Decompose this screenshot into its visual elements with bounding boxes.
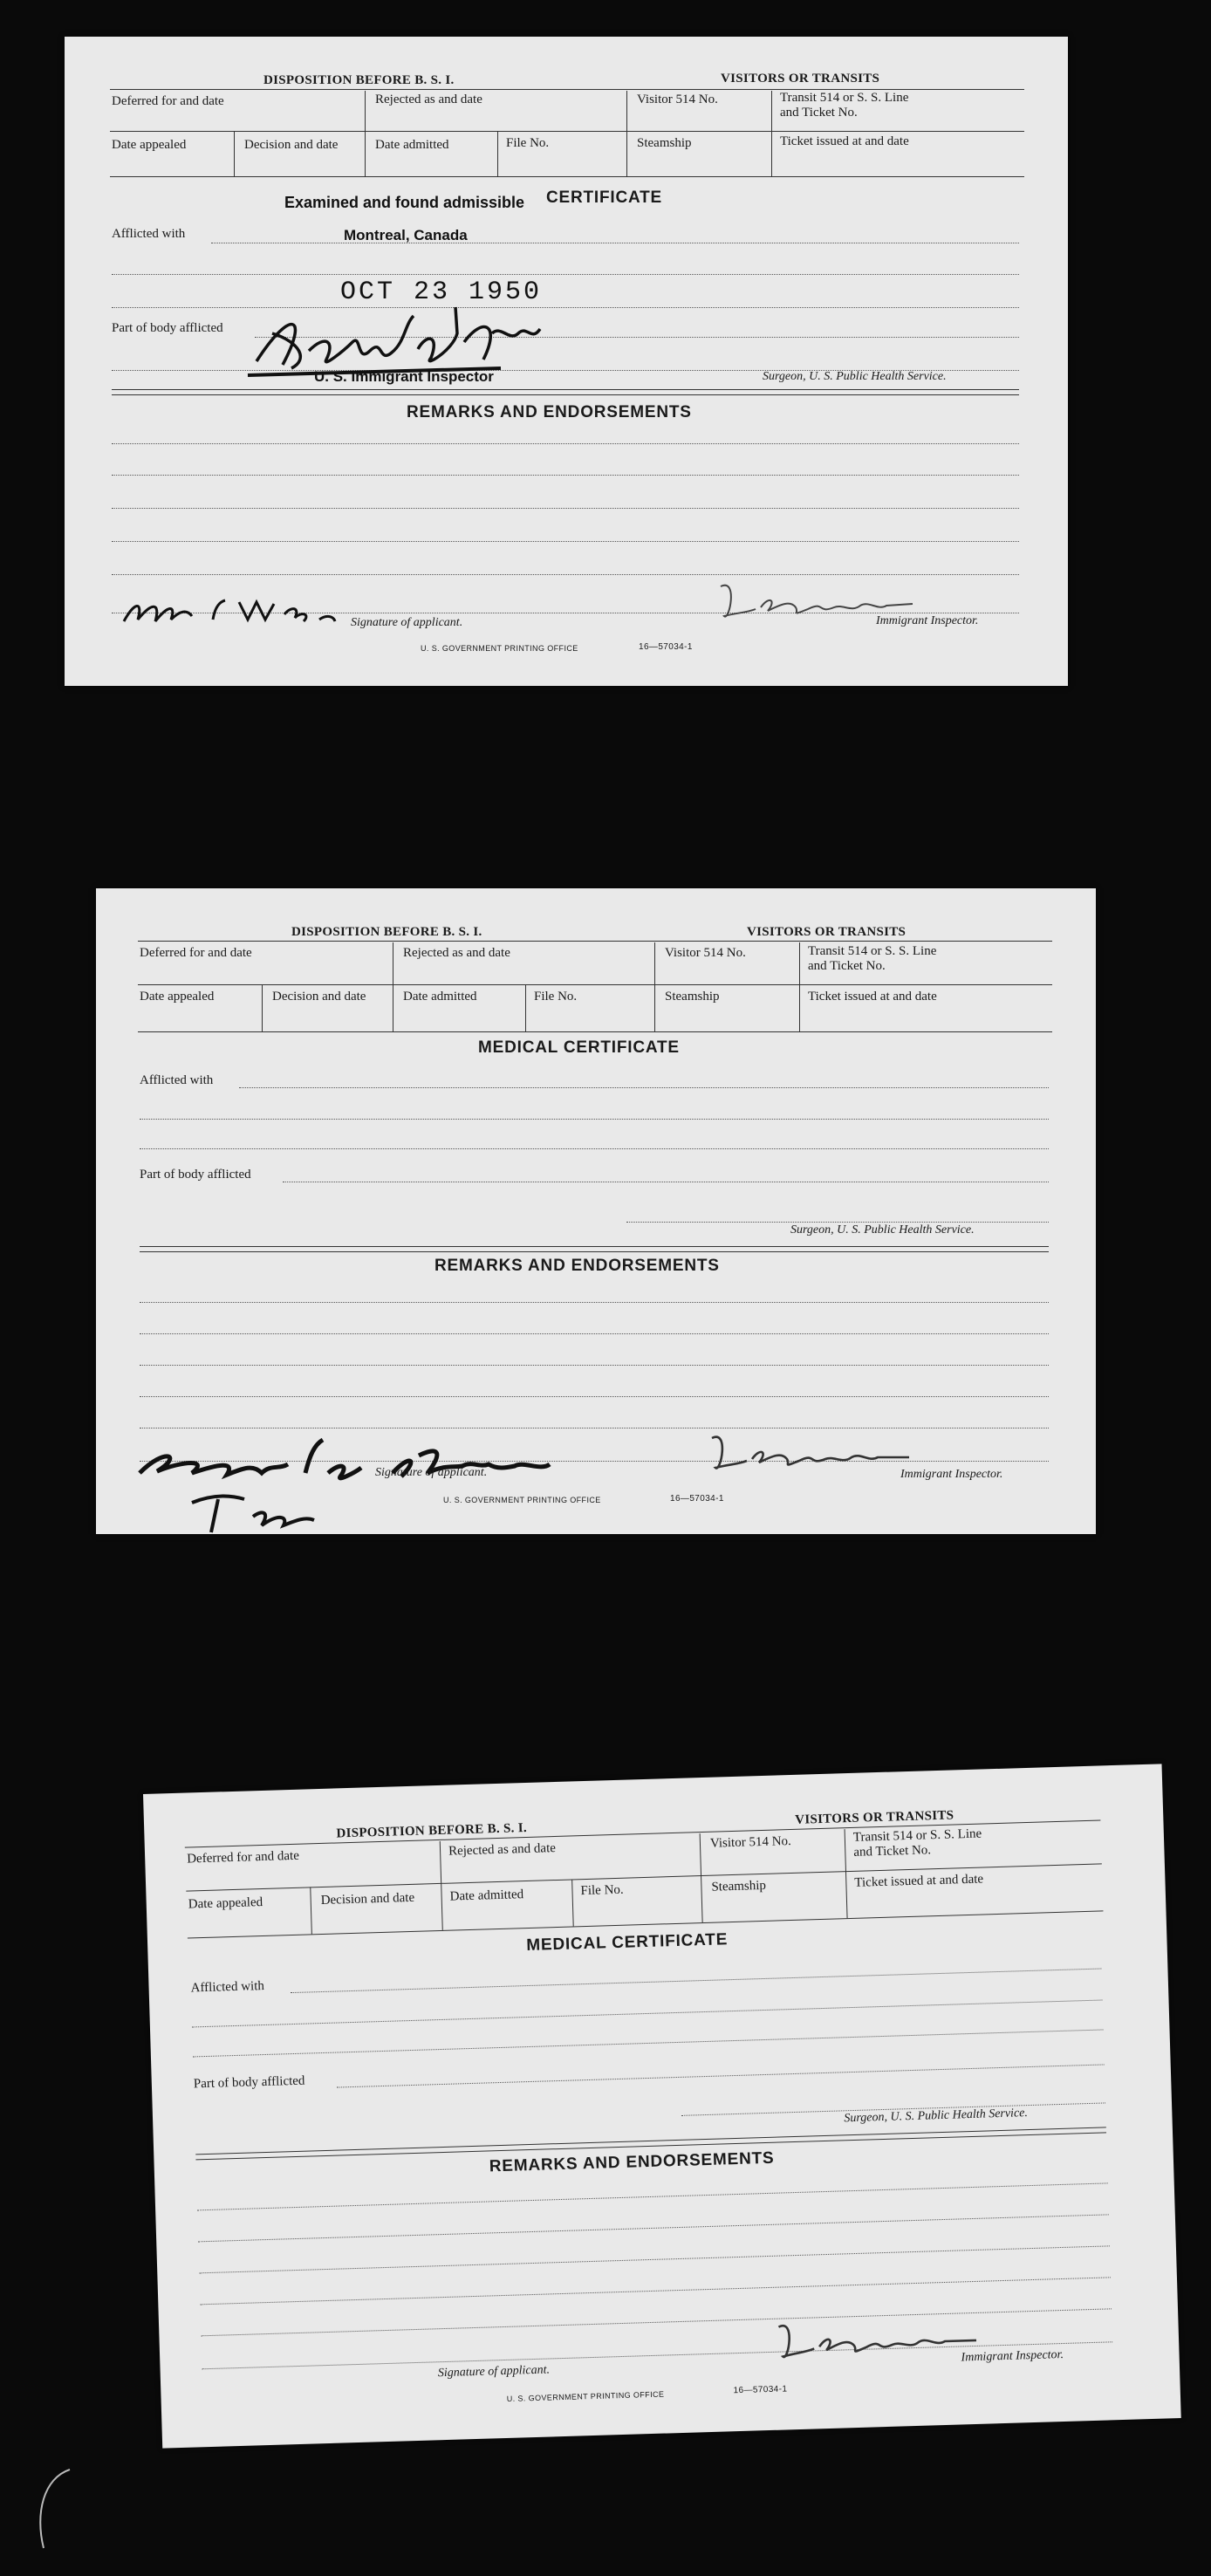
file-no-label: File No.: [534, 990, 578, 1004]
deferred-label: Deferred for and date: [140, 946, 252, 960]
transit-label: Transit 514 or S. S. Line: [808, 944, 937, 958]
visitors-header: VISITORS OR TRANSITS: [721, 72, 880, 86]
transit-label: Transit 514 or S. S. Line: [780, 91, 909, 105]
signature-of-applicant-label: Signature of applicant.: [351, 616, 463, 629]
afflicted-label: Afflicted with: [140, 1073, 214, 1087]
date-appealed-label: Date appealed: [188, 1894, 263, 1912]
remarks-title: REMARKS AND ENDORSEMENTS: [489, 2148, 775, 2176]
ticket-label: Ticket issued at and date: [808, 990, 937, 1004]
stamp-date: OCT 23 1950: [340, 277, 543, 307]
surgeon-label: Surgeon, U. S. Public Health Service.: [844, 2107, 1029, 2126]
rejected-label: Rejected as and date: [448, 1841, 557, 1859]
part-of-body-label: Part of body afflicted: [193, 2073, 305, 2092]
signature-of-applicant-label: Signature of applicant.: [375, 1466, 488, 1479]
disposition-header: DISPOSITION BEFORE B. S. I.: [263, 73, 455, 87]
afflicted-label: Afflicted with: [112, 227, 186, 241]
stamp-examined: Examined and found admissible: [284, 194, 525, 211]
date-admitted-label: Date admitted: [375, 138, 449, 152]
steamship-label: Steamship: [711, 1878, 767, 1894]
signature-of-applicant-label: Signature of applicant.: [437, 2363, 551, 2381]
visitors-header: VISITORS OR TRANSITS: [747, 925, 907, 939]
remarks-title: REMARKS AND ENDORSEMENTS: [407, 403, 692, 421]
immigrant-inspector-label: Immigrant Inspector.: [876, 614, 979, 627]
transit-label-2: and Ticket No.: [808, 959, 886, 973]
date-admitted-label: Date admitted: [403, 990, 477, 1004]
afflicted-label: Afflicted with: [190, 1978, 265, 1996]
surgeon-label: Surgeon, U. S. Public Health Service.: [763, 370, 947, 383]
file-no-label: File No.: [580, 1882, 624, 1899]
decision-label: Decision and date: [244, 138, 339, 152]
form-number: 16—57034-1: [733, 2384, 788, 2396]
immigrant-inspector-label: Immigrant Inspector.: [900, 1468, 1003, 1481]
visitor-514-label: Visitor 514 No.: [709, 1833, 792, 1851]
medical-certificate-title: MEDICAL CERTIFICATE: [526, 1930, 729, 1956]
stamp-signature: [239, 281, 553, 386]
date-appealed-label: Date appealed: [140, 990, 215, 1004]
date-appealed-label: Date appealed: [112, 138, 187, 152]
form-card-1: [65, 37, 1068, 686]
visitor-514-label: Visitor 514 No.: [637, 92, 718, 106]
surgeon-label: Surgeon, U. S. Public Health Service.: [790, 1223, 975, 1237]
transit-label: Transit 514 or S. S. Line: [852, 1826, 982, 1845]
applicant-signature: [131, 1429, 585, 1543]
date-admitted-label: Date admitted: [449, 1887, 524, 1904]
disposition-header: DISPOSITION BEFORE B. S. I.: [291, 925, 482, 939]
form-number: 16—57034-1: [670, 1494, 724, 1504]
visitors-header: VISITORS OR TRANSITS: [794, 1808, 954, 1827]
ticket-label: Ticket issued at and date: [780, 134, 909, 148]
gpo-label: U. S. GOVERNMENT PRINTING OFFICE: [443, 1496, 601, 1504]
immigrant-inspector-label: Immigrant Inspector.: [961, 2347, 1064, 2365]
medical-certificate-title: CERTIFICATE: [546, 188, 662, 207]
disposition-header: DISPOSITION BEFORE B. S. I.: [336, 1820, 528, 1841]
file-no-label: File No.: [506, 136, 550, 150]
decision-label: Decision and date: [320, 1890, 415, 1908]
part-of-body-label: Part of body afflicted: [140, 1168, 251, 1182]
deferred-label: Deferred for and date: [186, 1848, 300, 1867]
stamp-location: Montreal, Canada: [344, 227, 468, 243]
form-number: 16—57034-1: [639, 642, 693, 652]
scan-artifact-mark: [26, 2461, 79, 2566]
transit-label-2: and Ticket No.: [853, 1843, 932, 1860]
remarks-title: REMARKS AND ENDORSEMENTS: [434, 1257, 720, 1275]
visitor-514-label: Visitor 514 No.: [665, 946, 746, 960]
steamship-label: Steamship: [665, 990, 720, 1004]
form-card-3: [143, 1764, 1181, 2448]
gpo-label: U. S. GOVERNMENT PRINTING OFFICE: [421, 644, 578, 653]
gpo-label: U. S. GOVERNMENT PRINTING OFFICE: [506, 2389, 665, 2403]
transit-label-2: and Ticket No.: [780, 106, 858, 120]
steamship-label: Steamship: [637, 136, 692, 150]
form-card-2: [96, 888, 1096, 1534]
decision-label: Decision and date: [272, 990, 366, 1004]
stamp-title: U. S. Immigrant Inspector: [314, 368, 494, 385]
rejected-label: Rejected as and date: [403, 946, 510, 960]
ticket-label: Ticket issued at and date: [854, 1872, 984, 1890]
deferred-label: Deferred for and date: [112, 94, 224, 108]
part-of-body-label: Part of body afflicted: [112, 321, 223, 335]
medical-certificate-title: MEDICAL CERTIFICATE: [478, 1038, 680, 1057]
rejected-label: Rejected as and date: [375, 92, 482, 106]
